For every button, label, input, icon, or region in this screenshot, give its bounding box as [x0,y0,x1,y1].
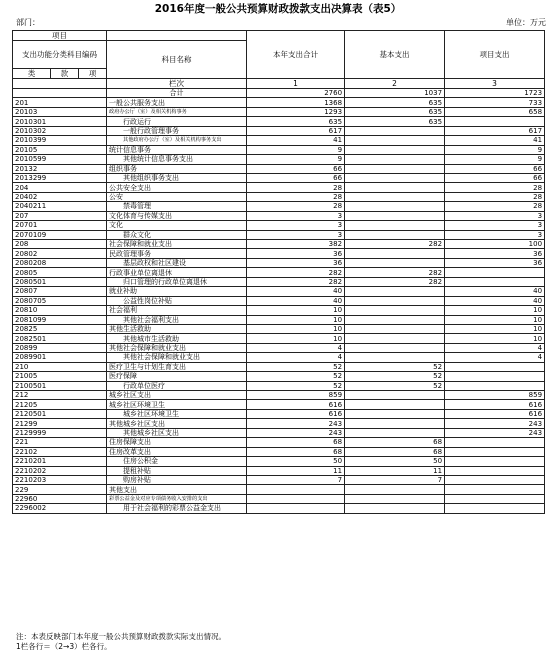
row-project: 28 [445,183,545,192]
table-row [13,117,545,126]
table-row [13,409,545,418]
row-subject-name: 其他支出 [107,485,247,494]
row-total: 616 [247,400,345,409]
row-code: 221 [13,438,107,447]
header-item: 项目 [13,31,107,41]
row-total: 282 [247,277,345,286]
row-code: 2080501 [13,277,107,286]
table-row [13,315,545,324]
row-project: 617 [445,126,545,135]
row-total [247,504,345,513]
row-code: 22102 [13,447,107,456]
column-order-2: 2 [345,79,445,89]
row-basic: 52 [345,362,445,371]
row-subject-name: 其他城乡社区支出 [107,419,247,428]
table-row [13,306,545,315]
row-project: 40 [445,296,545,305]
table-row [13,240,545,249]
row-subject-name: 群众文化 [107,230,247,239]
row-basic [345,494,445,503]
row-code: 20105 [13,145,107,154]
row-subject-name: 其他生活救助 [107,324,247,333]
row-code: 201 [13,98,107,107]
row-code [13,89,107,98]
table-row [13,126,545,135]
row-project: 4 [445,343,545,352]
row-subject-name: 归口管理的行政单位离退休 [107,277,247,286]
row-subject-name: 提租补贴 [107,466,247,475]
row-code: 2081099 [13,315,107,324]
row-basic: 68 [345,438,445,447]
header-subject-name: 科目名称 [107,41,247,79]
row-code: 21205 [13,400,107,409]
row-project: 859 [445,391,545,400]
row-basic: 282 [345,240,445,249]
row-basic [345,183,445,192]
row-project [445,447,545,456]
row-subject-name: 文化体育与传媒支出 [107,211,247,220]
row-subject-name: 社会福利 [107,306,247,315]
row-subject-name: 公益性岗位补贴 [107,296,247,305]
table-notes [16,632,226,652]
row-total: 40 [247,287,345,296]
row-code: 2296002 [13,504,107,513]
column-order-label: 栏次 [107,79,247,89]
row-subject-name: 就业补助 [107,287,247,296]
row-project: 3 [445,221,545,230]
row-code: 2040211 [13,202,107,211]
row-code: 2210202 [13,466,107,475]
row-code: 2129999 [13,428,107,437]
table-row [13,391,545,400]
row-total: 9 [247,145,345,154]
row-project: 100 [445,240,545,249]
row-total: 282 [247,268,345,277]
row-subject-name: 彩票公益金及对应专项债务收入安排的支出 [107,494,247,503]
row-subject-name: 政府办公厅（室）及相关机构事务 [107,107,247,116]
row-total [247,485,345,494]
row-total: 40 [247,296,345,305]
table-row [13,381,545,390]
row-basic [345,126,445,135]
row-project [445,372,545,381]
row-code: 21299 [13,419,107,428]
row-total: 243 [247,428,345,437]
unit-label: 单位：万元 [506,18,546,27]
table-row [13,89,545,98]
table-row [13,155,545,164]
row-basic: 68 [345,447,445,456]
row-basic [345,296,445,305]
row-total: 7 [247,475,345,484]
row-project: 3 [445,211,545,220]
row-subject-name: 统计信息事务 [107,145,247,154]
row-total: 52 [247,362,345,371]
row-basic [345,155,445,164]
row-code: 2100501 [13,381,107,390]
row-total: 36 [247,249,345,258]
row-subject-name: 用于社会福利的彩票公益金支出 [107,504,247,513]
row-basic [345,391,445,400]
row-code: 210 [13,362,107,371]
row-subject-name: 其他统计信息事务支出 [107,155,247,164]
row-subject-name: 医疗卫生与计划生育支出 [107,362,247,371]
row-code: 2010399 [13,136,107,145]
row-subject-name: 民政管理事务 [107,249,247,258]
header-lei: 类 [13,69,51,79]
row-basic [345,258,445,267]
row-code: 20825 [13,324,107,333]
row-project [445,457,545,466]
table-row [13,400,545,409]
row-basic [345,343,445,352]
table-row [13,466,545,475]
row-project: 28 [445,192,545,201]
row-project: 9 [445,155,545,164]
table-row [13,221,545,230]
row-project: 616 [445,400,545,409]
row-basic [345,504,445,513]
column-order-3: 3 [445,79,545,89]
row-total: 4 [247,343,345,352]
row-project: 41 [445,136,545,145]
row-basic [345,192,445,201]
row-code: 20802 [13,249,107,258]
row-total: 10 [247,334,345,343]
row-subject-name: 住房改革支出 [107,447,247,456]
row-total: 4 [247,353,345,362]
row-project: 243 [445,428,545,437]
row-total: 52 [247,372,345,381]
row-basic [345,419,445,428]
row-subject-name: 其他城乡社区支出 [107,428,247,437]
row-code: 229 [13,485,107,494]
row-subject-name: 其他社会福利支出 [107,315,247,324]
row-project [445,466,545,475]
row-project [445,117,545,126]
row-basic [345,315,445,324]
table-row [13,287,545,296]
row-code: 2013299 [13,173,107,182]
row-total: 3 [247,211,345,220]
table-row [13,504,545,513]
row-total: 36 [247,258,345,267]
row-basic: 635 [345,117,445,126]
table-row [13,164,545,173]
row-project: 243 [445,419,545,428]
row-project [445,494,545,503]
row-total: 10 [247,324,345,333]
row-total: 617 [247,126,345,135]
row-project [445,277,545,286]
table-row [13,249,545,258]
table-row [13,475,545,484]
table-row [13,485,545,494]
row-project: 3 [445,230,545,239]
row-code: 20132 [13,164,107,173]
row-basic: 635 [345,107,445,116]
table-row [13,98,545,107]
note-line-1: 注：本表反映部门本年度一般公共预算财政拨款实际支出情况。 [16,632,226,641]
row-total: 3 [247,230,345,239]
table-row [13,277,545,286]
row-project: 66 [445,164,545,173]
table-row [13,457,545,466]
row-code: 20899 [13,343,107,352]
table-row [13,353,545,362]
row-subject-name: 其他城市生活救助 [107,334,247,343]
row-project [445,268,545,277]
row-subject-name: 城乡社区支出 [107,391,247,400]
row-basic [345,230,445,239]
report-title: 2016年度一般公共预算财政拨款支出决算表（表5） [154,3,402,15]
row-total: 3 [247,221,345,230]
row-code: 208 [13,240,107,249]
table-row [13,362,545,371]
row-project: 10 [445,334,545,343]
row-subject-name: 公安 [107,192,247,201]
row-basic [345,202,445,211]
row-subject-name: 一般公共服务支出 [107,98,247,107]
table-row [13,211,545,220]
row-basic [345,287,445,296]
table-row [13,372,545,381]
row-basic: 282 [345,268,445,277]
row-code: 20402 [13,192,107,201]
row-subject-name: 公共安全支出 [107,183,247,192]
row-basic: 11 [345,466,445,475]
row-project [445,504,545,513]
row-basic [345,409,445,418]
table-row [13,268,545,277]
row-basic [345,173,445,182]
row-code: 2010301 [13,117,107,126]
row-basic [345,164,445,173]
row-code: 2210203 [13,475,107,484]
header-row-1 [13,31,545,41]
row-total: 28 [247,192,345,201]
table-row [13,343,545,352]
row-code: 2080705 [13,296,107,305]
row-project [445,438,545,447]
table-row [13,428,545,437]
table-row [13,202,545,211]
row-total: 243 [247,419,345,428]
row-total: 52 [247,381,345,390]
row-subject-name: 医疗保障 [107,372,247,381]
table-row [13,192,545,201]
row-basic: 50 [345,457,445,466]
row-basic: 52 [345,381,445,390]
row-basic: 52 [345,372,445,381]
row-subject-name: 购房补贴 [107,475,247,484]
note-line-2: 1栏各行＝（2→3）栏各行。 [16,642,112,651]
row-subject-name: 文化 [107,221,247,230]
row-basic [345,353,445,362]
row-code: 21005 [13,372,107,381]
row-code: 212 [13,391,107,400]
header-func-class: 支出功能分类科目编码 [13,41,107,69]
row-code: 20103 [13,107,107,116]
table-row [13,136,545,145]
department-label: 部门： [16,18,40,27]
row-project: 10 [445,324,545,333]
row-project [445,362,545,371]
row-code: 20810 [13,306,107,315]
row-basic [345,428,445,437]
row-total: 50 [247,457,345,466]
row-project: 66 [445,173,545,182]
row-total: 66 [247,164,345,173]
row-code: 20701 [13,221,107,230]
header-xiang: 项 [79,69,107,79]
row-basic: 282 [345,277,445,286]
row-subject-name: 其他政府办公厅（室）及相关机构事务支出 [107,136,247,145]
row-code: 2010599 [13,155,107,164]
table-row [13,230,545,239]
row-total: 66 [247,173,345,182]
header-kuan: 款 [51,69,79,79]
row-code: 20807 [13,287,107,296]
row-subject-name: 禁毒管理 [107,202,247,211]
row-subject-name: 行政单位医疗 [107,381,247,390]
row-code: 20805 [13,268,107,277]
row-subject-name: 社会保障和就业支出 [107,240,247,249]
row-code: 2120501 [13,409,107,418]
row-basic [345,211,445,220]
row-project: 658 [445,107,545,116]
row-project: 40 [445,287,545,296]
header-basic: 基本支出 [345,31,445,79]
table-row [13,494,545,503]
table-row [13,183,545,192]
row-total: 859 [247,391,345,400]
row-project: 36 [445,258,545,267]
row-code: 2082501 [13,334,107,343]
row-basic [345,249,445,258]
table-row [13,296,545,305]
row-project: 10 [445,315,545,324]
row-total: 68 [247,447,345,456]
row-project [445,475,545,484]
table-row [13,334,545,343]
table-row [13,145,545,154]
row-code: 207 [13,211,107,220]
row-subject-name: 住房公积金 [107,457,247,466]
row-subject-name: 住房保障支出 [107,438,247,447]
row-project: 10 [445,306,545,315]
row-subject-name: 其他社会保障和就业支出 [107,343,247,352]
row-code: 2210201 [13,457,107,466]
row-total: 9 [247,155,345,164]
row-subject-name: 一般行政管理事务 [107,126,247,135]
row-project: 733 [445,98,545,107]
row-basic [345,334,445,343]
row-total: 68 [247,438,345,447]
row-project [445,381,545,390]
header-total: 本年支出合计 [247,31,345,79]
row-basic [345,485,445,494]
row-subject-name: 其他社会保障和就业支出 [107,353,247,362]
row-total: 2760 [247,89,345,98]
row-project [445,485,545,494]
table-row [13,173,545,182]
row-code: 2010302 [13,126,107,135]
row-subject-name: 合计 [107,89,247,98]
row-code: 2080208 [13,258,107,267]
row-subject-name: 城乡社区环境卫生 [107,400,247,409]
row-basic: 635 [345,98,445,107]
row-total: 28 [247,202,345,211]
row-total: 1368 [247,98,345,107]
row-total: 11 [247,466,345,475]
row-total: 1293 [247,107,345,116]
row-total: 28 [247,183,345,192]
row-basic [345,221,445,230]
row-total: 41 [247,136,345,145]
row-total: 10 [247,306,345,315]
row-subject-name: 组织事务 [107,164,247,173]
row-basic [345,324,445,333]
row-project: 9 [445,145,545,154]
row-subject-name: 行政事业单位离退休 [107,268,247,277]
table-row [13,447,545,456]
expenditure-table [12,30,545,514]
row-subject-name: 基层政权和社区建设 [107,258,247,267]
row-subject-name: 城乡社区环境卫生 [107,409,247,418]
row-subject-name: 其他组织事务支出 [107,173,247,182]
table-row [13,419,545,428]
row-total [247,494,345,503]
row-total: 616 [247,409,345,418]
row-code: 2070109 [13,230,107,239]
row-basic [345,400,445,409]
row-subject-name: 行政运行 [107,117,247,126]
table-row [13,107,545,116]
table-row [13,324,545,333]
table-row [13,438,545,447]
row-project: 28 [445,202,545,211]
header-project: 项目支出 [445,31,545,79]
row-total: 10 [247,315,345,324]
row-total: 382 [247,240,345,249]
row-total: 635 [247,117,345,126]
row-basic [345,145,445,154]
row-project: 616 [445,409,545,418]
row-code: 204 [13,183,107,192]
table-row [13,258,545,267]
row-project: 1723 [445,89,545,98]
row-project: 36 [445,249,545,258]
column-order-1: 1 [247,79,345,89]
row-basic: 1037 [345,89,445,98]
row-project: 4 [445,353,545,362]
row-basic [345,306,445,315]
column-order-row [13,79,545,89]
row-code: 2089901 [13,353,107,362]
row-basic: 7 [345,475,445,484]
row-basic [345,136,445,145]
row-code: 22960 [13,494,107,503]
